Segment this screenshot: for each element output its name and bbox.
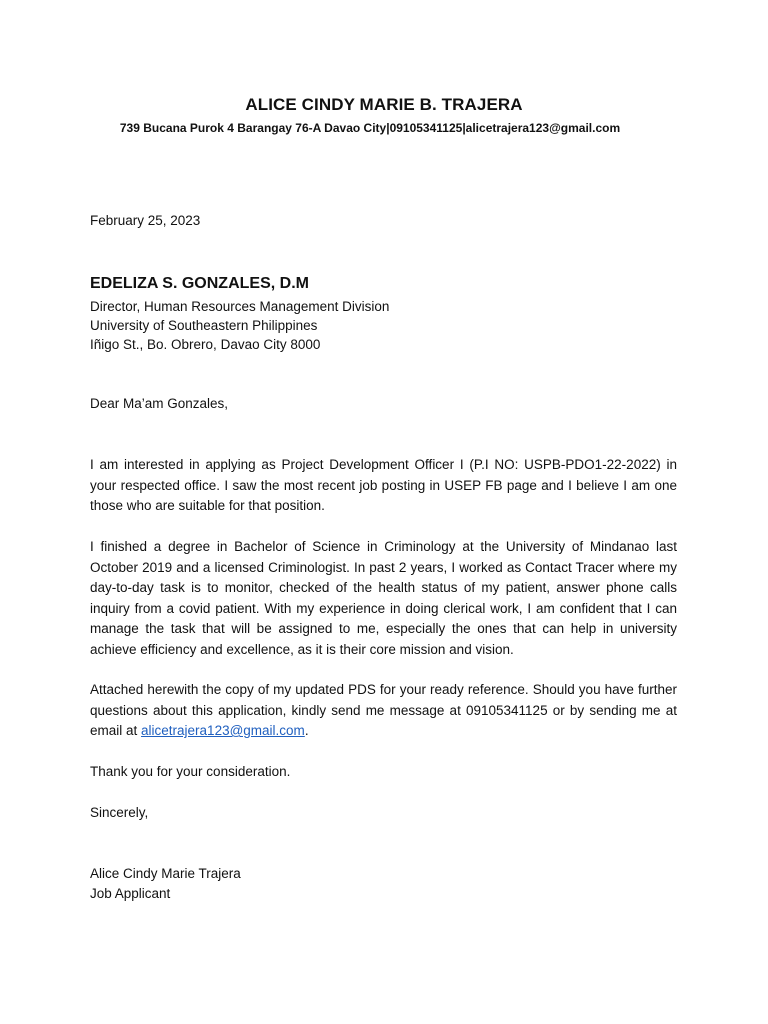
body-paragraph-4: Thank you for your consideration.: [90, 764, 291, 779]
recipient-address: Iñigo St., Bo. Obrero, Davao City 8000: [90, 337, 321, 352]
applicant-name-heading: ALICE CINDY MARIE B. TRAJERA: [245, 95, 523, 114]
email-link[interactable]: alicetrajera123@gmail.com: [141, 723, 305, 738]
signature-name: Alice Cindy Marie Trajera: [90, 866, 241, 881]
closing: Sincerely,: [90, 805, 149, 820]
body-paragraph-2: I finished a degree in Bachelor of Science in Criminology at the University of Mindanao last October 2019 and a licensed Criminologist. In past 2 years, I worked as Contact Tracer where my day-to-day task is to monitor, checked of the health status of my patient, answer phone calls inquiry from a covid patient. With my experience in doing clerical work, I am confident that I can manage the task that will be assigned to me, especially the ones that can help in university achieve efficiency and excellence, as it is their core mission and vision.: [90, 539, 677, 657]
paragraph-3-end: .: [304, 723, 309, 738]
paragraph-3-text: Attached herewith the copy of my updated PDS for your ready reference. Should you have further questions about this application, kindly send me message at 09105341125 or by sending me at email at: [90, 682, 677, 738]
recipient-title: Director, Human Resources Management Division: [90, 299, 390, 314]
body-paragraph-1: I am interested in applying as Project Development Officer I (P.I NO: USPB-PDO1-22-2022) in your respected office. I saw the most recent job posting in USEP FB page and I believe I am one those who are suitable for that position.: [90, 457, 677, 513]
letter-date: February 25, 2023: [90, 213, 201, 228]
recipient-organization: University of Southeastern Philippines: [90, 318, 318, 333]
signature-title: Job Applicant: [90, 886, 171, 901]
recipient-address-block: [90, 297, 677, 354]
body-paragraph-3: [90, 680, 677, 742]
salutation: Dear Ma’am Gonzales,: [90, 396, 229, 411]
recipient-name: EDELIZA S. GONZALES, D.M: [90, 275, 309, 292]
applicant-contact-line: 739 Bucana Purok 4 Barangay 76-A Davao City|09105341125|alicetrajera123@gmail.com: [119, 121, 621, 135]
